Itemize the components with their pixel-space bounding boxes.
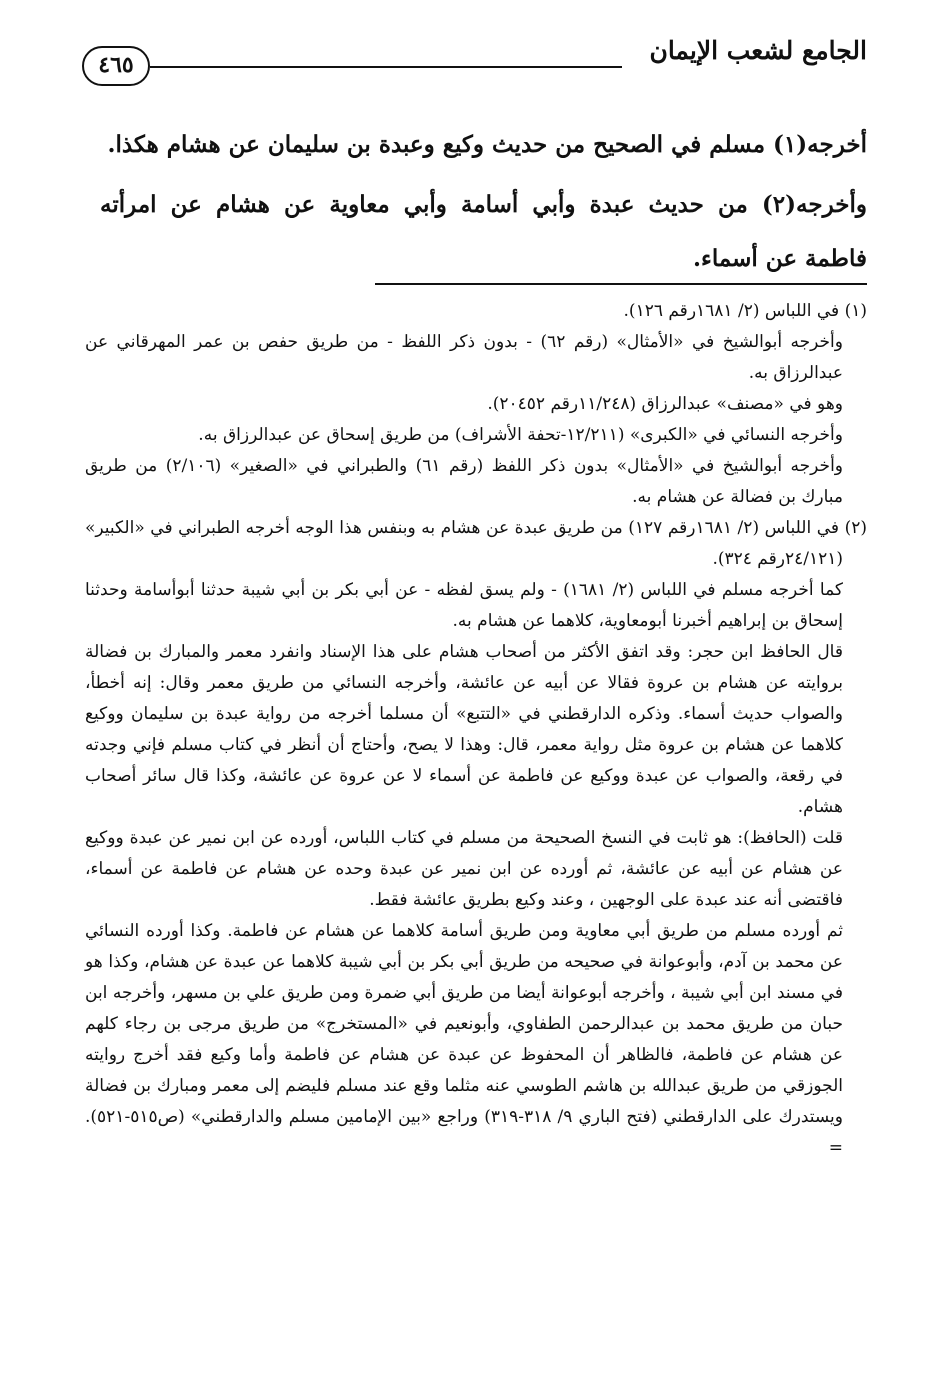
- header-rule: [150, 66, 622, 68]
- footnotes: [85, 296, 867, 1164]
- footnote-paragraph: وأخرجه النسائي في «الكبرى» (١٢/٢١١-تحفة الأشراف) من طريق إسحاق عن عبدالرزاق به.: [198, 425, 843, 445]
- footnote-separator: [375, 283, 867, 285]
- footnote-paragraph: وهو في «مصنف» عبدالرزاق (١١/٢٤٨رقم ٢٠٤٥٢).: [487, 394, 843, 414]
- running-title: الجامع لشعب الإيمان: [649, 36, 867, 65]
- footnote-1: (١) في اللباس (٢/ ١٦٨١رقم ١٢٦).: [623, 301, 867, 321]
- page-number: ٤٦٥: [82, 46, 150, 86]
- footnote-paragraph: قال الحافظ ابن حجر: وقد اتفق الأكثر من أصحاب هشام على هذا الإسناد وانفرد معمر والمبارك بن فضالة بروايته عن هشام بن عروة فقالا عن أبيه عن عائشة، وأخرجه النسائي من طريق معمر وقال: إنه أخطأ، والصواب حديث أسماء. وذكره الدارقطني في «التتبع» أن مسلما أخرجه من رواية عبدة بن سليمان ووكيع كلاهما عن هشام بن عروة مثل رواية معمر، قال: وهذا لا يصح، وأحتاج أن أنظر في كتاب مسلم فإني وجدته في رقعة، والصواب عن عبدة ووكيع عن فاطمة عن أسماء لا عن عروة عن عائشة، وكذا قال سائر أصحاب هشام.: [85, 642, 843, 817]
- footnote-paragraph: كما أخرجه مسلم في اللباس (٢/ ١٦٨١) - ولم يسق لفظه - عن أبي بكر بن أبي شيبة حدثنا أبوأسامة وحدثنا إسحاق بن إبراهيم أخبرنا أبومعاوية، كلاهما عن هشام به.: [85, 580, 843, 631]
- main-paragraph: أخرجه(١) مسلم في الصحيح من حديث وكيع وعبدة بن سليمان عن هشام هكذا.: [107, 131, 867, 158]
- footnote-paragraph: ثم أورده مسلم من طريق أبي معاوية ومن طريق أسامة كلاهما عن هشام عن فاطمة. وكذا أورده النسائي عن محمد بن آدم، وأبوعوانة في صحيحه من طريق أبي بكر بن أبي شيبة كلاهما عن عبدة عن هشام، وكذا هو في مسند ابن أبي شيبة ، وأخرجه أبوعوانة أيضا من طريق أبي ضمرة ومن طريق علي بن مسهر، وأخرجه ابن حبان من طريق محمد بن عبدالرحمن الطفاوي، وأبونعيم في «المستخرج» من طريق مرجى بن رجاء كلهم عن هشام عن فاطمة، فالظاهر أن المحفوظ عن عبدة عن هشام عن فاطمة وأما وكيع فقد أخرج روايته الجوزقي من طريق عبدالله بن هاشم الطوسي عنه مثلما وقع عند مسلم فليضم إلى معمر ومبارك بن فضالة ويستدرك على الدارقطني (فتح الباري ٩/ ٣١٨-٣١٩) وراجع «بين الإمامين مسلم والدارقطني» (ص٥١٥-٥٢١). =: [85, 921, 843, 1158]
- footnote-2: (٢) في اللباس (٢/ ١٦٨١رقم ١٢٧) من طريق عبدة عن هشام به وبنفس هذا الوجه أخرجه الطبراني في «الكبير» (٢٤/١٢١رقم ٣٢٤).: [85, 518, 867, 569]
- footnote-paragraph: وأخرجه أبوالشيخ في «الأمثال» بدون ذكر اللفظ (رقم ٦١) والطبراني في «الصغير» (٢/١٠٦) من طريق مبارك بن فضالة عن هشام به.: [85, 456, 844, 507]
- footnote-paragraph: وأخرجه أبوالشيخ في «الأمثال» (رقم ٦٢) - بدون ذكر اللفظ - من طريق حفص بن عمر المهرقاني عن عبدالرزاق به.: [85, 332, 843, 383]
- footnote-paragraph: قلت (الحافظ): هو ثابت في النسخ الصحيحة من مسلم في كتاب اللباس، أورده عن ابن نمير عن عبدة ووكيع عن هشام عن أبيه عن عائشة، ثم أورده عن ابن نمير عن عبدة وحده عن هشام عن فاطمة عن أسماء، فاقتضى أنه عند عبدة على الوجهين ، وعند وكيع بطريق عائشة فقط.: [85, 828, 843, 910]
- main-text: [100, 118, 867, 286]
- main-paragraph: وأخرجه(٢) من حديث عبدة وأبي أسامة وأبي معاوية عن هشام عن امرأته فاطمة عن أسماء.: [100, 191, 867, 272]
